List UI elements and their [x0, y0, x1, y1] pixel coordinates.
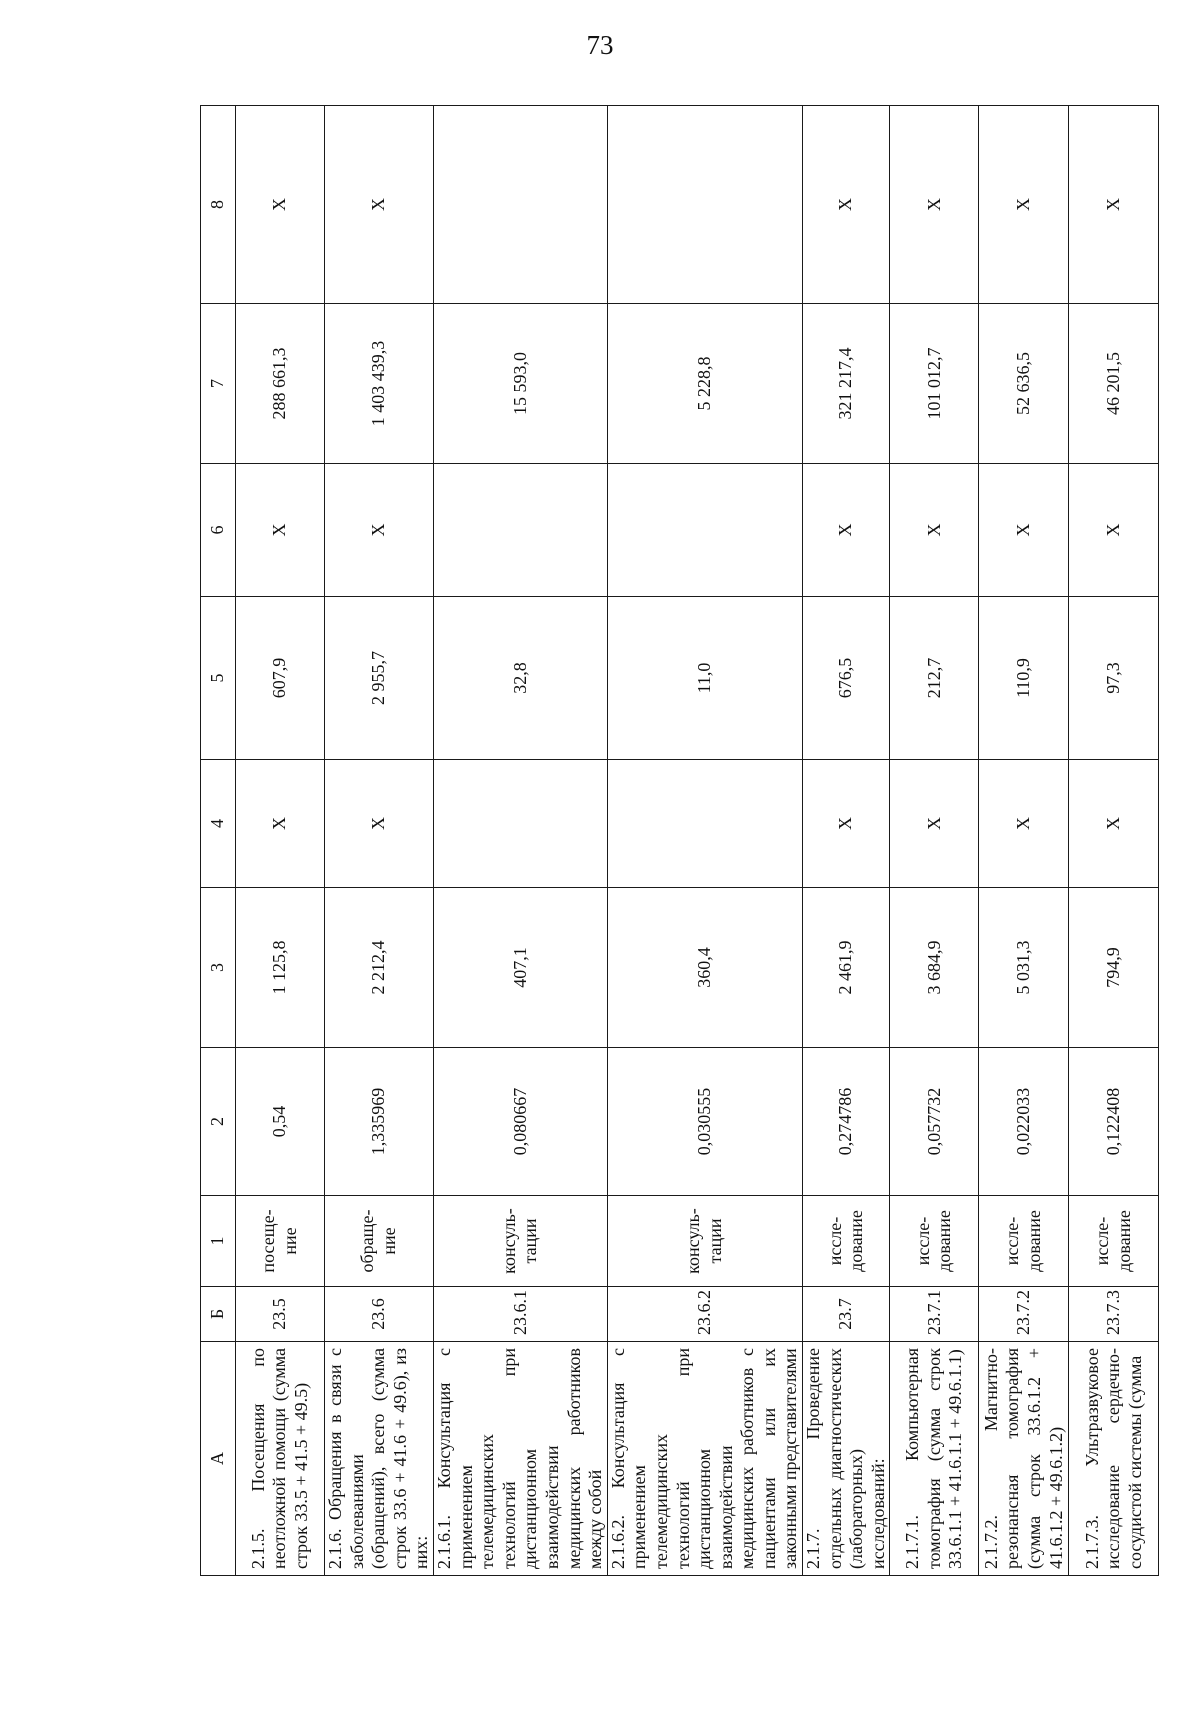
- value-cell-col4: [433, 760, 607, 888]
- value-cell-col2: 0,122408: [1069, 1048, 1159, 1196]
- table-row: [236, 106, 325, 1576]
- value-cell-col5: 607,9: [236, 597, 325, 760]
- value-cell-col7: 5 228,8: [607, 304, 802, 464]
- header-cell-6: 6: [201, 464, 236, 597]
- header-cell-1: 1: [201, 1196, 236, 1287]
- table-row: [803, 106, 890, 1576]
- value-cell-col8: Х: [325, 106, 434, 304]
- row-line-number-cell: 23.6: [325, 1287, 434, 1342]
- value-cell-col8: Х: [979, 106, 1069, 304]
- table-row: [607, 106, 802, 1576]
- value-cell-col2: 1,335969: [325, 1048, 434, 1196]
- table-row: [1069, 106, 1159, 1576]
- header-cell-5: 5: [201, 597, 236, 760]
- value-cell-col4: Х: [236, 760, 325, 888]
- header-cell-7: 7: [201, 304, 236, 464]
- value-cell-col3: 5 031,3: [979, 888, 1069, 1048]
- value-cell-col5: 11,0: [607, 597, 802, 760]
- value-cell-col4: Х: [325, 760, 434, 888]
- value-cell-col7: 46 201,5: [1069, 304, 1159, 464]
- row-label-cell: 2.1.6. Обращения в связи с заболеваниями (обращений), всего (сумма строк 33.6 + 41.6 + 49.6), из них:: [325, 1342, 434, 1576]
- row-label-cell: 2.1.7. Проведение отдельных диагностических (лабораторных) исследований:: [803, 1342, 890, 1576]
- value-cell-col5: 676,5: [803, 597, 890, 760]
- header-cell-3: 3: [201, 888, 236, 1048]
- data-table: [200, 105, 1159, 1576]
- row-line-number-cell: 23.6.1: [433, 1287, 607, 1342]
- row-label-cell: 2.1.6.1. Консультация с применением телемедицинских технологий при дистанционном взаимодействии медицинских работников между собой: [433, 1342, 607, 1576]
- unit-cell: иссле-дование: [1069, 1196, 1159, 1287]
- value-cell-col6: [433, 464, 607, 597]
- value-cell-col3: 1 125,8: [236, 888, 325, 1048]
- value-cell-col5: 32,8: [433, 597, 607, 760]
- value-cell-col6: Х: [803, 464, 890, 597]
- table-row: [890, 106, 979, 1576]
- unit-cell: консуль-тации: [607, 1196, 802, 1287]
- value-cell-col4: Х: [1069, 760, 1159, 888]
- unit-cell: посеще-ние: [236, 1196, 325, 1287]
- value-cell-col5: 110,9: [979, 597, 1069, 760]
- row-label-cell: 2.1.7.1. Компьютерная томография (сумма строк 33.6.1.1 + 41.6.1.1 + 49.6.1.1): [890, 1342, 979, 1576]
- value-cell-col6: Х: [325, 464, 434, 597]
- value-cell-col7: 101 012,7: [890, 304, 979, 464]
- value-cell-col5: 97,3: [1069, 597, 1159, 760]
- value-cell-col3: 407,1: [433, 888, 607, 1048]
- value-cell-col3: 794,9: [1069, 888, 1159, 1048]
- value-cell-col2: 0,022033: [979, 1048, 1069, 1196]
- unit-cell: иссле-дование: [803, 1196, 890, 1287]
- value-cell-col7: 15 593,0: [433, 304, 607, 464]
- page-number: 73: [586, 30, 614, 60]
- row-label-cell: 2.1.7.2. Магнитно-резонансная томография (сумма строк 33.6.1.2 + 41.6.1.2 + 49.6.1.2): [979, 1342, 1069, 1576]
- value-cell-col7: 321 217,4: [803, 304, 890, 464]
- value-cell-col8: Х: [236, 106, 325, 304]
- unit-cell: обраще-ние: [325, 1196, 434, 1287]
- value-cell-col7: 288 661,3: [236, 304, 325, 464]
- header-cell-8: 8: [201, 106, 236, 304]
- rotated-table-container: [200, 106, 1145, 1576]
- value-cell-col8: Х: [1069, 106, 1159, 304]
- value-cell-col5: 2 955,7: [325, 597, 434, 760]
- value-cell-col8: [433, 106, 607, 304]
- row-line-number-cell: 23.7.1: [890, 1287, 979, 1342]
- row-line-number-cell: 23.5: [236, 1287, 325, 1342]
- value-cell-col8: [607, 106, 802, 304]
- row-label-cell: 2.1.6.2. Консультация с применением телемедицинских технологий при дистанционном взаимодействии медицинских работников с пациентами или их законными представителями: [607, 1342, 802, 1576]
- row-line-number-cell: 23.6.2: [607, 1287, 802, 1342]
- table-row: [979, 106, 1069, 1576]
- value-cell-col8: Х: [803, 106, 890, 304]
- value-cell-col2: 0,080667: [433, 1048, 607, 1196]
- header-cell-a: А: [201, 1342, 236, 1576]
- value-cell-col6: Х: [1069, 464, 1159, 597]
- value-cell-col4: [607, 760, 802, 888]
- value-cell-col2: 0,030555: [607, 1048, 802, 1196]
- value-cell-col3: 3 684,9: [890, 888, 979, 1048]
- unit-cell: иссле-дование: [979, 1196, 1069, 1287]
- value-cell-col6: Х: [979, 464, 1069, 597]
- row-line-number-cell: 23.7: [803, 1287, 890, 1342]
- value-cell-col4: Х: [979, 760, 1069, 888]
- value-cell-col3: 2 212,4: [325, 888, 434, 1048]
- value-cell-col8: Х: [890, 106, 979, 304]
- value-cell-col2: 0,057732: [890, 1048, 979, 1196]
- table-row: [433, 106, 607, 1576]
- value-cell-col7: 52 636,5: [979, 304, 1069, 464]
- row-line-number-cell: 23.7.3: [1069, 1287, 1159, 1342]
- row-label-cell: 2.1.5. Посещения по неотложной помощи (сумма строк 33.5 + 41.5 + 49.5): [236, 1342, 325, 1576]
- header-cell-4: 4: [201, 760, 236, 888]
- unit-cell: иссле-дование: [890, 1196, 979, 1287]
- value-cell-col3: 360,4: [607, 888, 802, 1048]
- value-cell-col7: 1 403 439,3: [325, 304, 434, 464]
- unit-cell: консуль-тации: [433, 1196, 607, 1287]
- header-row: [201, 106, 236, 1576]
- value-cell-col6: Х: [890, 464, 979, 597]
- value-cell-col3: 2 461,9: [803, 888, 890, 1048]
- value-cell-col6: Х: [236, 464, 325, 597]
- header-cell-2: 2: [201, 1048, 236, 1196]
- header-cell-b: Б: [201, 1287, 236, 1342]
- value-cell-col2: 0,54: [236, 1048, 325, 1196]
- table-row: [325, 106, 434, 1576]
- value-cell-col6: [607, 464, 802, 597]
- value-cell-col4: Х: [890, 760, 979, 888]
- value-cell-col5: 212,7: [890, 597, 979, 760]
- value-cell-col2: 0,274786: [803, 1048, 890, 1196]
- value-cell-col4: Х: [803, 760, 890, 888]
- row-line-number-cell: 23.7.2: [979, 1287, 1069, 1342]
- row-label-cell: 2.1.7.3. Ультразвуковое исследование сердечно-сосудистой системы (сумма: [1069, 1342, 1159, 1576]
